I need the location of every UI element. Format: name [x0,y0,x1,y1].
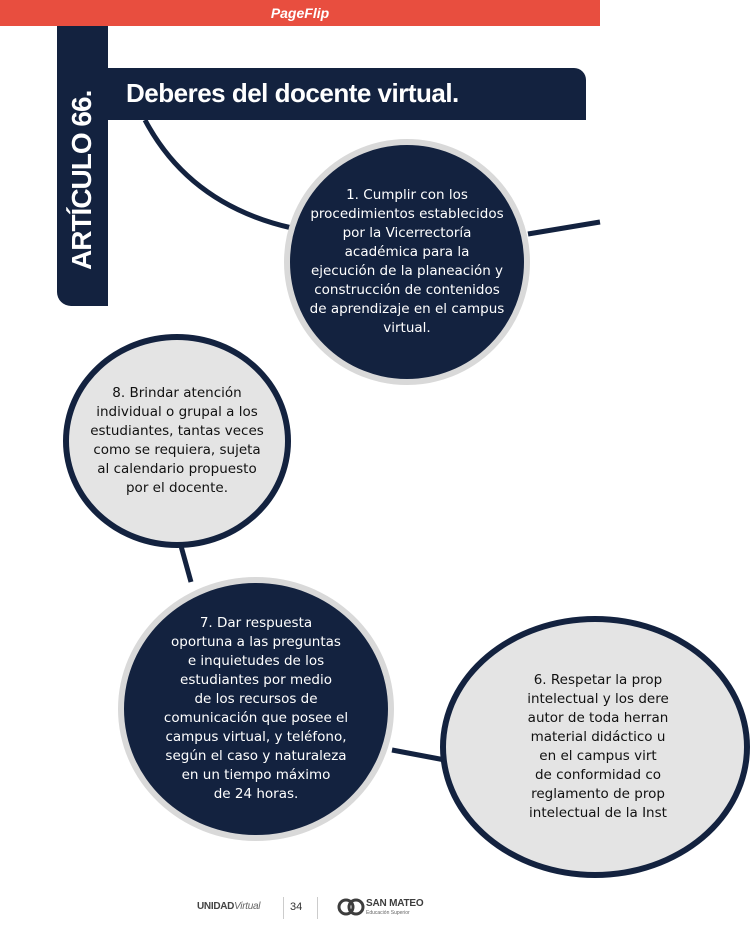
san-mateo-logo-icon [338,896,364,918]
connector-header-to-1 [145,120,292,228]
connector-8-to-7 [181,546,191,582]
unidad-virtual-logo [197,901,260,912]
article-title: Deberes del docente virtual. [126,78,459,108]
duty-text-8: 8. Brindar atención individual o grupal a los estudiantes, tantas veces como se requiera, sujeta al calendario propuesto por el docente. [90,385,264,496]
article-header [108,68,586,120]
page-number: 34 [290,901,303,913]
page-footer [0,893,600,923]
footer-divider [283,897,284,919]
brand-subtitle: Educación Superior [366,910,410,916]
connector-1-to-right [528,222,600,234]
duty-circle-7 [118,577,394,841]
duty-text-6: 6. Respetar la prop intelectual y los dere autor de toda herran material didáctico u en el campus virt de conformidad co reglamento de prop intelectual de la Inst [527,672,669,821]
duty-text-1: 1. Cumplir con los procedimientos establecidos por la Vicerrectoría académica para la ejecución de la planeación y construcción de contenidos de aprendizaje en el campus virtual. [309,187,505,336]
brand-name: SAN MATEO [366,898,424,909]
unidad-bold: UNIDAD [197,901,235,912]
footer-divider [317,897,318,919]
duty-circle-8 [63,334,291,548]
article-number: ARTÍCULO 66. [66,90,97,270]
duty-text-7: 7. Dar respuesta oportuna a las preguntas e inquietudes de los estudiantes por medio de los recursos de comunicación que posee el campus virtual, y teléfono, según el caso y naturaleza en un tiempo máximo de 24 horas. [163,615,349,802]
connector-7-to-6 [392,750,445,760]
app-title: PageFlip [270,5,330,21]
duty-circle-1 [284,139,530,385]
unidad-italic: Virtual [234,901,261,912]
duty-circle-6 [440,616,750,878]
